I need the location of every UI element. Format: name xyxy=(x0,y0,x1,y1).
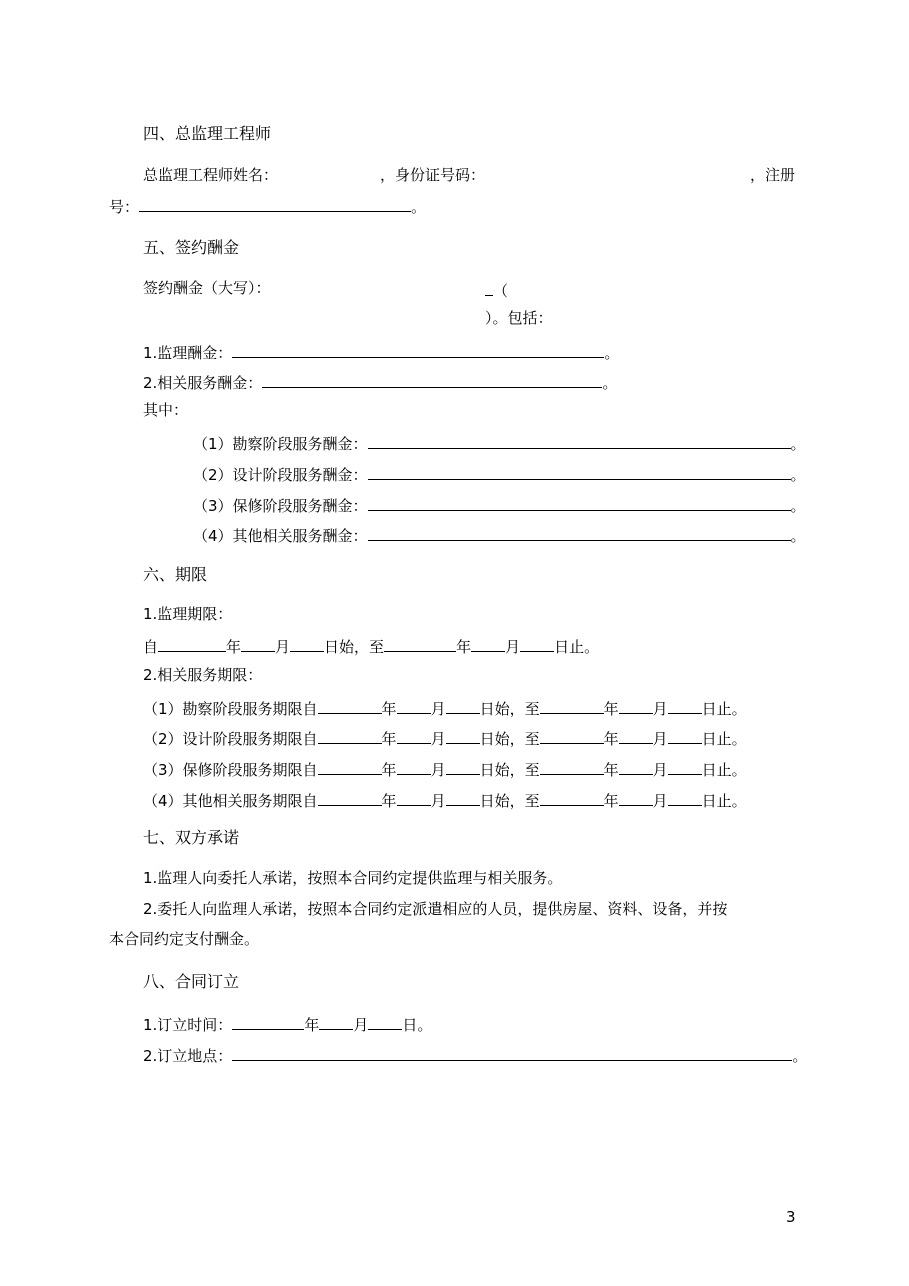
supervision-fee-line xyxy=(143,340,619,360)
year-label: 年 xyxy=(381,792,397,810)
period: 。 xyxy=(602,374,618,392)
warranty-fee-label: （3）保修阶段服务酬金： xyxy=(193,497,368,515)
year-label: 年 xyxy=(603,700,619,718)
month-label: 月 xyxy=(430,761,446,779)
blank[interactable] xyxy=(540,726,604,744)
blank[interactable] xyxy=(397,757,431,775)
design-fee-blank[interactable] xyxy=(368,462,791,480)
blank[interactable] xyxy=(397,788,431,806)
warranty-fee-blank[interactable] xyxy=(368,493,791,511)
blank[interactable] xyxy=(318,757,382,775)
month-label: 月 xyxy=(275,638,291,656)
supervision-fee-label: 1.监理酬金： xyxy=(143,344,233,362)
signing-time-label: 1.订立时间： xyxy=(143,1016,233,1034)
year-label: 年 xyxy=(603,761,619,779)
period: 。 xyxy=(411,198,427,216)
other-fee-blank[interactable] xyxy=(368,523,791,541)
design-fee-label: （2）设计阶段服务酬金： xyxy=(193,466,368,484)
survey-period-label: （1）勘察阶段服务期限自 xyxy=(143,700,318,718)
blank[interactable] xyxy=(446,726,480,744)
month-label: 月 xyxy=(652,761,668,779)
blank[interactable] xyxy=(318,788,382,806)
signing-place-blank[interactable] xyxy=(232,1043,792,1061)
blank[interactable] xyxy=(619,696,653,714)
blank[interactable] xyxy=(540,757,604,775)
blank[interactable] xyxy=(668,757,702,775)
signing-place-line xyxy=(143,1043,807,1063)
year-label: 年 xyxy=(456,638,472,656)
blank[interactable] xyxy=(668,696,702,714)
month-label: 月 xyxy=(430,730,446,748)
day-start-label: 日始，至 xyxy=(479,700,540,718)
survey-fee-blank[interactable] xyxy=(368,431,791,449)
year-label: 年 xyxy=(381,761,397,779)
start-month-blank[interactable] xyxy=(241,634,275,652)
day-start-label: 日始，至 xyxy=(479,792,540,810)
blank[interactable] xyxy=(668,788,702,806)
blank[interactable] xyxy=(446,788,480,806)
day-end-label: 日止。 xyxy=(701,761,747,779)
blank[interactable] xyxy=(540,696,604,714)
signing-year-blank[interactable] xyxy=(232,1012,304,1030)
day-end-label: 日止。 xyxy=(701,792,747,810)
registration-number-line xyxy=(109,194,426,214)
section-7-heading: 七、双方承诺 xyxy=(143,828,240,847)
day-start-label: 日始，至 xyxy=(324,638,385,656)
design-fee-line xyxy=(193,462,806,482)
month-label: 月 xyxy=(652,700,668,718)
warranty-period-line xyxy=(143,757,747,777)
supervision-period-line xyxy=(143,634,599,654)
id-number-label: ，身份证号码： xyxy=(380,166,486,184)
day-start-label: 日始，至 xyxy=(479,730,540,748)
from-label: 自 xyxy=(143,638,159,656)
page-number: 3 xyxy=(786,1208,796,1226)
supervision-fee-blank[interactable] xyxy=(232,340,604,358)
fee-amount-open xyxy=(485,278,508,298)
blank[interactable] xyxy=(318,696,382,714)
end-day-blank[interactable] xyxy=(520,634,554,652)
blank[interactable] xyxy=(446,757,480,775)
day-end-label: 日止。 xyxy=(701,700,747,718)
fee-amount-label: 签约酬金（大写）： xyxy=(143,279,271,297)
chief-engineer-name-label: 总监理工程师姓名： xyxy=(143,166,279,184)
day-end-label: 日止。 xyxy=(554,638,600,656)
year-label: 年 xyxy=(603,792,619,810)
section-5-heading: 五、签约酬金 xyxy=(143,238,240,257)
year-label: 年 xyxy=(381,700,397,718)
month-label: 月 xyxy=(430,792,446,810)
warranty-fee-line xyxy=(193,493,806,513)
design-period-line xyxy=(143,726,747,746)
related-service-period-label: 2.相关服务期限： xyxy=(143,666,263,684)
month-label: 月 xyxy=(652,730,668,748)
signing-place-label: 2.订立地点： xyxy=(143,1047,233,1065)
month-label: 月 xyxy=(505,638,521,656)
blank[interactable] xyxy=(397,726,431,744)
fee-blank[interactable] xyxy=(485,278,493,296)
client-commitment-line2: 本合同约定支付酬金。 xyxy=(109,930,260,948)
signing-day-blank[interactable] xyxy=(368,1012,402,1030)
year-label: 年 xyxy=(304,1016,320,1034)
survey-fee-line xyxy=(193,431,806,451)
period: 。 xyxy=(790,435,806,453)
section-6-heading: 六、期限 xyxy=(143,565,208,584)
survey-fee-label: （1）勘察阶段服务酬金： xyxy=(193,435,368,453)
registration-number-blank[interactable] xyxy=(139,194,411,212)
period: 。 xyxy=(792,1047,808,1065)
among-label: 其中： xyxy=(143,401,189,419)
period: 。 xyxy=(604,344,620,362)
signing-month-blank[interactable] xyxy=(319,1012,353,1030)
related-service-fee-label: 2.相关服务酬金： xyxy=(143,374,263,392)
year-label: 年 xyxy=(226,638,242,656)
blank[interactable] xyxy=(668,726,702,744)
blank[interactable] xyxy=(318,726,382,744)
other-period-line xyxy=(143,788,747,808)
fee-amount-close: ）。包括： xyxy=(485,309,553,327)
supervisor-commitment: 1.监理人向委托人承诺，按照本合同约定提供监理与相关服务。 xyxy=(143,869,563,887)
day-label: 日。 xyxy=(402,1016,433,1034)
day-start-label: 日始，至 xyxy=(479,761,540,779)
survey-period-line xyxy=(143,696,747,716)
start-year-blank[interactable] xyxy=(158,634,226,652)
other-fee-line xyxy=(193,523,806,543)
client-commitment-line1: 2.委托人向监理人承诺，按照本合同约定派遣相应的人员，提供房屋、资料、设备，并按 xyxy=(143,900,728,918)
blank[interactable] xyxy=(397,696,431,714)
period: 。 xyxy=(790,466,806,484)
registration-label-cont: 号： xyxy=(109,198,140,216)
month-label: 月 xyxy=(353,1016,369,1034)
warranty-period-label: （3）保修阶段服务期限自 xyxy=(143,761,318,779)
section-4-heading: 四、总监理工程师 xyxy=(143,124,272,143)
start-day-blank[interactable] xyxy=(290,634,324,652)
year-label: 年 xyxy=(381,730,397,748)
end-month-blank[interactable] xyxy=(471,634,505,652)
signing-time-line xyxy=(143,1012,432,1032)
section-8-heading: 八、合同订立 xyxy=(143,972,240,991)
registration-label: ，注册 xyxy=(750,166,796,184)
month-label: 月 xyxy=(430,700,446,718)
blank[interactable] xyxy=(619,757,653,775)
period: 。 xyxy=(790,497,806,515)
blank[interactable] xyxy=(446,696,480,714)
blank[interactable] xyxy=(619,788,653,806)
month-label: 月 xyxy=(652,792,668,810)
open-paren: （ xyxy=(493,282,509,300)
other-period-label: （4）其他相关服务期限自 xyxy=(143,792,318,810)
end-year-blank[interactable] xyxy=(384,634,456,652)
day-end-label: 日止。 xyxy=(701,730,747,748)
related-service-fee-line xyxy=(143,370,617,390)
blank[interactable] xyxy=(540,788,604,806)
year-label: 年 xyxy=(603,730,619,748)
design-period-label: （2）设计阶段服务期限自 xyxy=(143,730,318,748)
supervision-period-label: 1.监理期限： xyxy=(143,605,233,623)
other-fee-label: （4）其他相关服务酬金： xyxy=(193,527,368,545)
related-service-fee-blank[interactable] xyxy=(262,370,602,388)
period: 。 xyxy=(790,527,806,545)
blank[interactable] xyxy=(619,726,653,744)
